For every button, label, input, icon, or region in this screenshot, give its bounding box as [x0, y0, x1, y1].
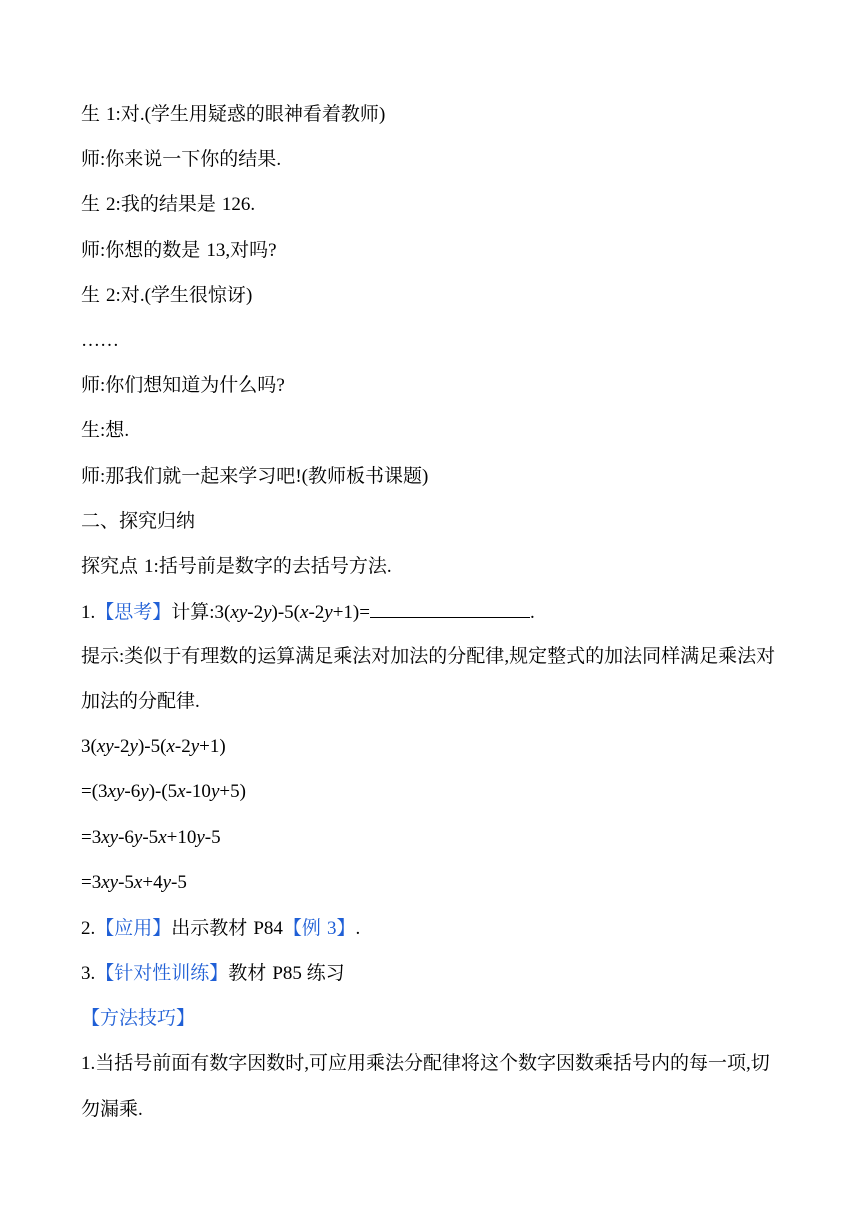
speaker: 生	[81, 193, 107, 216]
exploration-point-heading: 探究点 1:括号前是数字的去括号方法.	[81, 554, 392, 577]
equation-line-3: =3xy-6y-5x+10y-5	[81, 826, 221, 848]
speaker: 生	[81, 103, 107, 125]
example-tag: 【例 3】	[282, 917, 356, 939]
dialogue-line-7: 师:你们想知道为什么吗?	[81, 374, 285, 397]
training-tag: 【针对性训练】	[95, 962, 229, 985]
section-heading: 二、探究归纳	[81, 509, 196, 532]
ellipsis-line: ……	[81, 329, 119, 351]
speaker: 生	[81, 283, 107, 306]
method-tips-heading: 【方法技巧】	[81, 1007, 196, 1030]
apply-item: 2.【应用】出示教材 P84【例 3】.	[81, 917, 361, 939]
think-question: 1.【思考】计算:3(xy-2y)-5(x-2y+1)= .	[81, 601, 535, 624]
equation-line-2: =(3xy-6y)-(5x-10y+5)	[81, 781, 246, 803]
dialogue-line-1: 生 1:对.(学生用疑惑的眼神看着教师)	[81, 103, 386, 125]
dialogue-line-4: 师:你想的数是 13,对吗?	[81, 238, 277, 261]
equation-line-1: 3(xy-2y)-5(x-2y+1)	[81, 736, 226, 758]
think-tag: 【思考】	[95, 601, 172, 624]
hint-paragraph: 提示:类似于有理数的运算满足乘法对加法的分配律,规定整式的加法同样满足乘法对加法的分配律.	[81, 644, 776, 713]
dialogue-line-8: 生:想.	[81, 419, 130, 442]
dialogue-line-3: 生 2:我的结果是 126.	[81, 193, 256, 216]
apply-tag: 【应用】	[95, 917, 172, 939]
speaker: 生	[81, 419, 101, 442]
answer-blank	[370, 600, 530, 618]
document-page	[81, 103, 781, 1144]
method-tip-1: 1.当括号前面有数字因数时,可应用乘法分配律将这个数字因数乘括号内的每一项,切勿漏乘.	[81, 1052, 770, 1120]
speaker: 师	[81, 148, 101, 171]
training-item: 3.【针对性训练】教材 P85 练习	[81, 962, 345, 985]
dialogue-line-5: 生 2:对.(学生很惊讶)	[81, 283, 253, 306]
equation-line-4: =3xy-5x+4y-5	[81, 871, 187, 893]
speaker: 师	[81, 464, 101, 487]
speaker: 师	[81, 374, 101, 397]
dialogue-line-2: 师:你来说一下你的结果.	[81, 148, 282, 171]
dialogue-line-9: 师:那我们就一起来学习吧!(教师板书课题)	[81, 464, 429, 487]
speaker: 师	[81, 238, 101, 261]
